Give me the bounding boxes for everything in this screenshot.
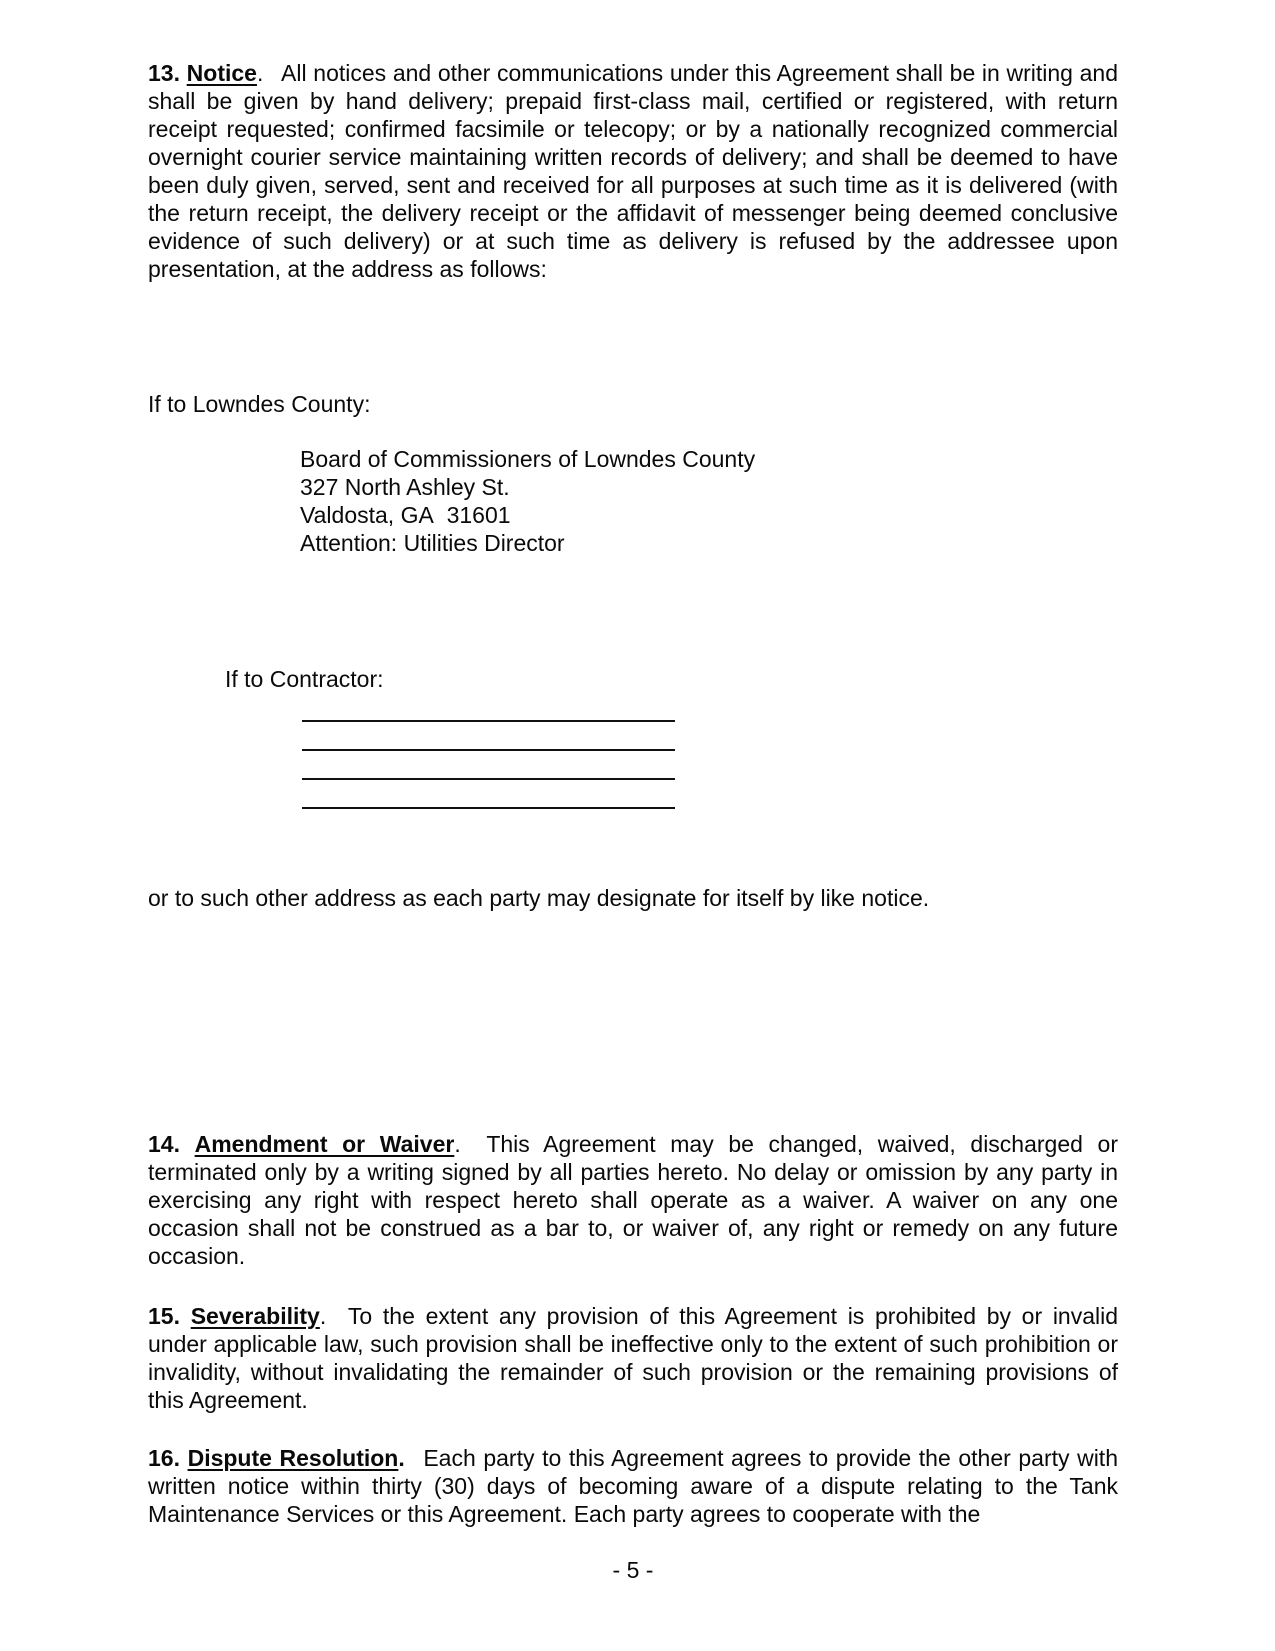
county-address-block bbox=[300, 445, 1118, 557]
section-15-paragraph bbox=[148, 1302, 1118, 1414]
section-14-number: 14. bbox=[148, 1131, 180, 1157]
section-16-number: 16. bbox=[148, 1445, 180, 1471]
section-15-title-period: . bbox=[319, 1303, 327, 1329]
section-16-paragraph bbox=[148, 1444, 1118, 1528]
blank-fill-in-line bbox=[302, 751, 675, 780]
section-15-title: Severability bbox=[190, 1303, 320, 1329]
section-16-title: Dispute Resolution bbox=[187, 1445, 399, 1471]
section-13-body: All notices and other communications under this Agreement shall be in writing and shall be given by hand delivery; prepaid first-class mail, certified or registered, with return receipt requested; confirmed facsimile or telecopy; or by a nationally recognized commercial overnight courier service maintaining written records of delivery; and shall be deemed to have been duly given, served, sent and received for all purposes at such time as it is delivered (with the return receipt, the delivery receipt or the affidavit of messenger being deemed conclusive evidence of such delivery) or at such time as delivery is refused by the addressee upon presentation, at the address as follows: bbox=[148, 60, 1119, 282]
section-14-paragraph bbox=[148, 1130, 1118, 1270]
section-14-title-period: . bbox=[454, 1131, 461, 1157]
section-13-number: 13. bbox=[148, 60, 180, 86]
section-14-body: This Agreement may be changed, waived, discharged or terminated only by a writing signed by all parties hereto. No delay or omission by any party in exercising any right with respect hereto shall operate as a waiver. A waiver on any one occasion shall not be construed as a bar to, or waiver of, any right or remedy on any future occasion. bbox=[148, 1131, 1118, 1269]
section-15-body: To the extent any provision of this Agreement is prohibited by or invalid under applicable law, such provision shall be ineffective only to the extent of such prohibition or invalidity, without invalidating the remainder of such provision or the remaining provisions of this Agreement. bbox=[148, 1303, 1119, 1413]
contractor-address-label: If to Contractor: bbox=[225, 666, 384, 692]
blank-fill-in-line bbox=[302, 693, 675, 722]
page-number-footer: - 5 - bbox=[612, 1557, 654, 1583]
section-13-title-period: . bbox=[256, 60, 264, 86]
county-address-line: 327 North Ashley St. bbox=[300, 474, 510, 500]
section-16-title-period: . bbox=[398, 1445, 405, 1471]
county-address-line: Valdosta, GA 31601 bbox=[300, 502, 511, 528]
notice-tail-text: or to such other address as each party may designate for itself by like notice. bbox=[148, 885, 930, 911]
county-address-line: Attention: Utilities Director bbox=[300, 530, 565, 556]
section-13-paragraph bbox=[148, 59, 1118, 283]
blank-fill-in-line bbox=[302, 780, 675, 809]
section-14-title: Amendment or Waiver bbox=[194, 1131, 455, 1157]
section-13-title: Notice bbox=[186, 60, 257, 86]
contractor-address-blank-lines bbox=[148, 693, 1118, 809]
section-16-body: Each party to this Agreement agrees to provide the other party with written notice within thirty (30) days of becoming aware of a dispute relating to the Tank Maintenance Services or this Agreement. Each party agrees to cooperate with the bbox=[148, 1445, 1118, 1527]
document-content bbox=[148, 59, 1118, 1584]
county-address-line: Board of Commissioners of Lowndes County bbox=[300, 446, 756, 472]
county-address-label: If to Lowndes County: bbox=[148, 391, 371, 417]
section-15-number: 15. bbox=[148, 1303, 180, 1329]
blank-fill-in-line bbox=[302, 722, 675, 751]
